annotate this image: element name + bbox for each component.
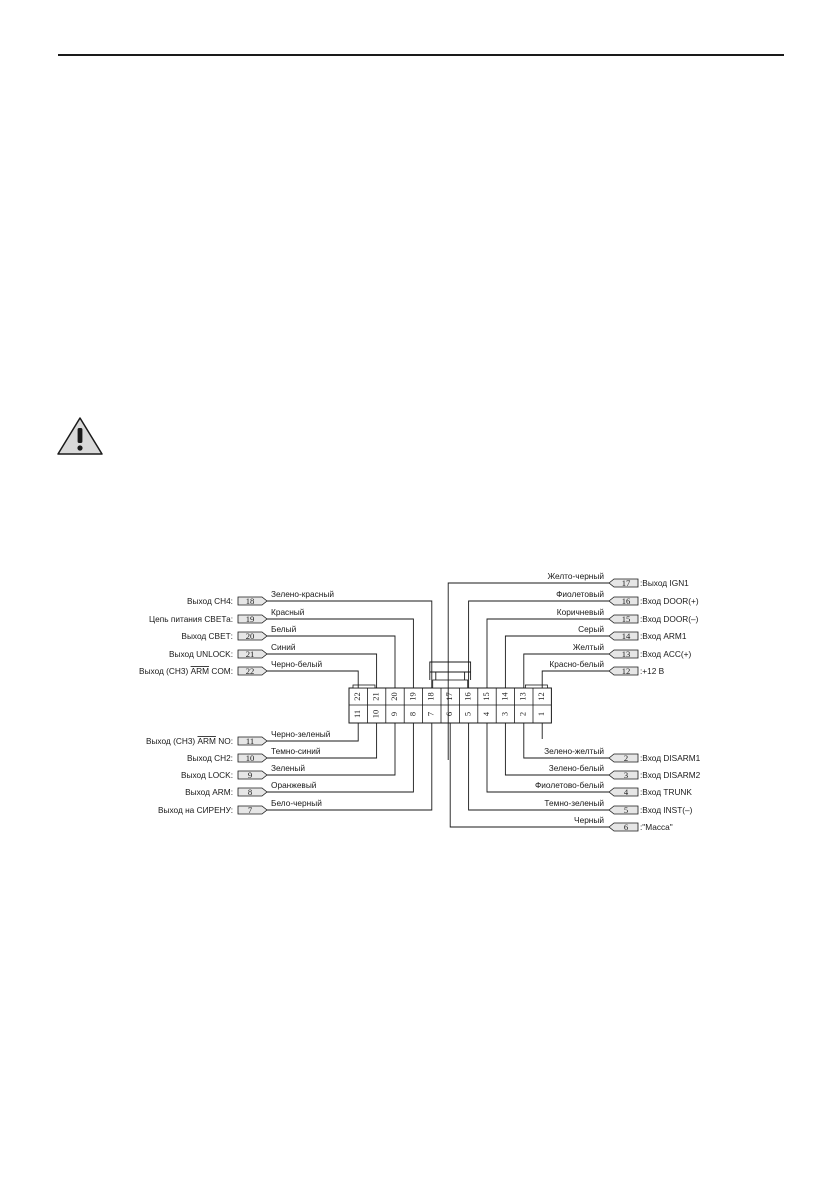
pin-tag-number: 16 <box>621 596 631 606</box>
pin-tag-number: 18 <box>245 596 255 606</box>
wire-color-label: Желтый <box>572 642 604 652</box>
connector-pin-label: 16 <box>463 692 473 701</box>
connector-pin-label: 10 <box>371 709 381 719</box>
connector-pin-label: 2 <box>518 711 528 717</box>
wire-function-label: :Вход TRUNK <box>640 787 692 797</box>
wire-color-label: Черно-зеленый <box>271 729 331 739</box>
pin-tag-number: 7 <box>247 805 253 815</box>
pin-tag-number: 10 <box>245 753 255 763</box>
connector-pin-label: 5 <box>463 711 473 717</box>
wire-function-label: Выход (CH3) ARM NO: <box>145 736 233 746</box>
connector-pin-label: 9 <box>389 711 399 717</box>
wire-color-label: Зелено-желтый <box>544 746 604 756</box>
wire-function-label: Выход CH2: <box>186 753 233 763</box>
wire-color-label: Коричневый <box>556 607 604 617</box>
pin-tag-number: 12 <box>621 666 631 676</box>
wire-color-label: Черный <box>574 815 604 825</box>
pin-tag-number: 6 <box>623 822 629 832</box>
connector-pin-label: 14 <box>500 692 510 701</box>
connector-pin-label: 15 <box>481 692 491 701</box>
pin-tag-number: 5 <box>623 805 629 815</box>
wire-function-label: Выход CH4: <box>186 596 233 606</box>
connector-pin-label: 8 <box>408 711 418 717</box>
connector-pin-label: 1 <box>537 711 547 717</box>
wire-color-label: Бело-черный <box>271 798 322 808</box>
wire-color-label: Черно-белый <box>271 659 323 669</box>
pin-tag-number: 17 <box>621 578 631 588</box>
connector-pin-label: 7 <box>426 711 436 717</box>
pin-tag-number: 3 <box>623 770 629 780</box>
pin-tag-number: 2 <box>623 753 629 763</box>
wire-function-label: :Вход DISARM2 <box>640 770 701 780</box>
wire-color-label: Зелено-белый <box>548 763 604 773</box>
wire-color-label: Синий <box>271 642 296 652</box>
pin-tag-number: 22 <box>245 666 255 676</box>
pin-tag-number: 19 <box>245 614 255 624</box>
wire-function-label: Выход UNLOCK: <box>168 649 233 659</box>
pin-tag-number: 15 <box>621 614 631 624</box>
wire-color-label: Темно-синий <box>271 746 321 756</box>
pin-tag-number: 13 <box>621 649 631 659</box>
wire-color-label: Фиолетовый <box>556 589 604 599</box>
wire-function-label: Выход на СИРЕНУ: <box>157 805 233 815</box>
wire-color-label: Белый <box>271 624 297 634</box>
connector-pin-label: 3 <box>500 711 510 717</box>
wire-function-label: Выход LOCK: <box>180 770 233 780</box>
connector-pin-label: 12 <box>537 692 547 701</box>
pin-tag-number: 9 <box>247 770 253 780</box>
wire-color-label: Красный <box>271 607 305 617</box>
wire-color-label: Фиолетово-белый <box>534 780 604 790</box>
wire-color-label: Красно-белый <box>549 659 604 669</box>
wire-pin-2 <box>524 723 701 763</box>
wire-pin-22 <box>139 659 358 688</box>
pin-tag-number: 11 <box>245 736 255 746</box>
wire-function-label: :Выход IGN1 <box>640 578 689 588</box>
connector-pin-label: 18 <box>426 692 436 701</box>
pin-tag-number: 21 <box>245 649 255 659</box>
wire-function-label: Выход СВЕТ: <box>181 631 233 641</box>
connector-pin-label: 4 <box>481 711 491 717</box>
pin-tag-number: 14 <box>621 631 631 641</box>
wire-function-label: Цепь питания СВЕТа: <box>148 614 233 624</box>
wire-function-label: :+12 В <box>640 666 665 676</box>
wire-function-label: :Вход DOOR(+) <box>640 596 699 606</box>
connector-pin-label: 11 <box>353 709 363 719</box>
wire-function-label: :Вход DISARM1 <box>640 753 701 763</box>
pin-tag-number: 4 <box>623 787 629 797</box>
connector-pin-label: 13 <box>518 692 528 701</box>
wire-color-label: Желто-черный <box>547 571 604 581</box>
wire-color-label: Серый <box>578 624 604 634</box>
wire-color-label: Темно-зеленый <box>544 798 604 808</box>
wire-function-label: :Вход INST(–) <box>640 805 693 815</box>
wire-function-label: :"Масса" <box>640 822 673 832</box>
connector-pin-label: 21 <box>371 692 381 701</box>
wire-color-label: Оранжевый <box>271 780 317 790</box>
wire-function-label: Выход (CH3) ARM COM: <box>139 666 233 676</box>
wire-function-label: :Вход ARM1 <box>640 631 687 641</box>
wire-function-label: :Вход DOOR(–) <box>640 614 699 624</box>
wire-function-label: :Вход ACC(+) <box>640 649 692 659</box>
pin-tag-number: 20 <box>245 631 255 641</box>
pin-tag-number: 8 <box>247 787 253 797</box>
wire-pin-11 <box>146 723 358 746</box>
connector-pin-label: 6 <box>445 711 455 717</box>
wire-function-label: Выход ARM: <box>185 787 233 797</box>
connector-pin-label: 19 <box>408 692 418 701</box>
jumper-loop <box>430 662 471 680</box>
wire-color-label: Зелено-красный <box>271 589 334 599</box>
connector-pin-label: 20 <box>389 692 399 701</box>
wire-pin-12 <box>542 659 664 688</box>
wire-color-label: Зеленый <box>271 763 305 773</box>
connector-pin-label: 17 <box>445 692 455 701</box>
connector-pin-label: 22 <box>353 692 363 701</box>
